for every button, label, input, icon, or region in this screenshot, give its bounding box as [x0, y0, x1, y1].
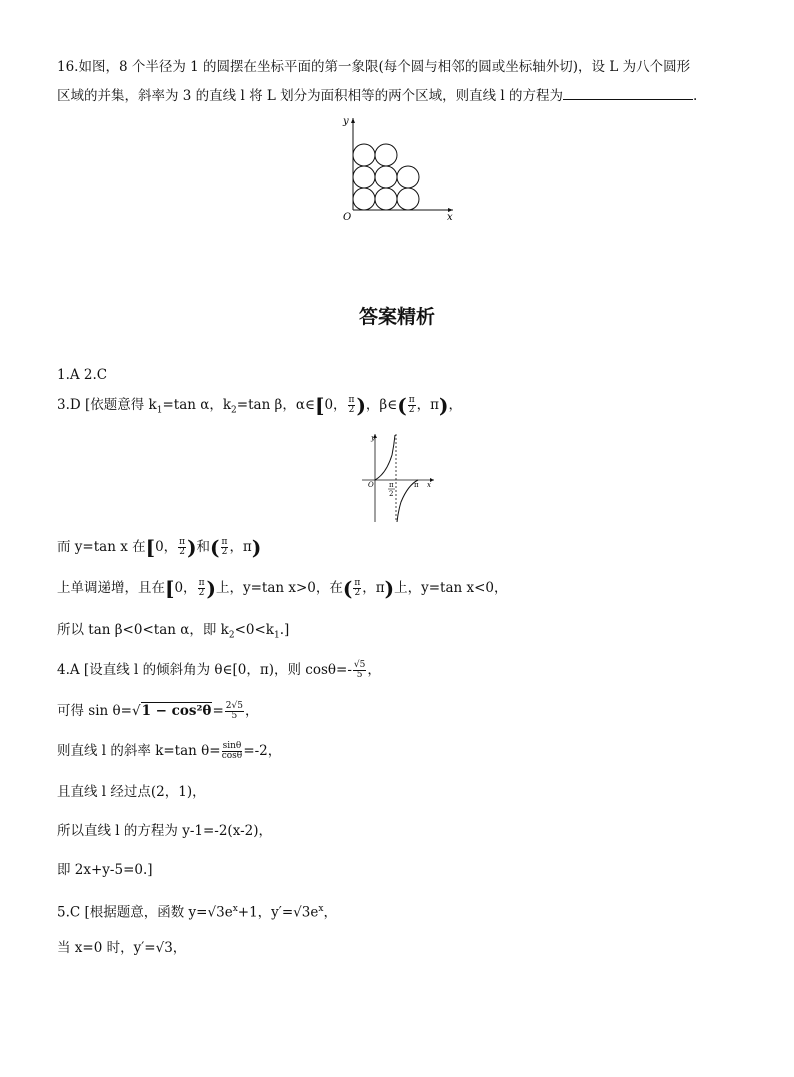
y-axis-label: y: [343, 116, 349, 127]
period: .: [693, 88, 698, 104]
answer-4-line-4: 且直线 l 经过点(2，1)，: [57, 784, 206, 800]
circle: [375, 188, 397, 210]
circle: [397, 188, 419, 210]
answer-3-line: 3.D [依题意得 $k_1=\tan$ α，$k_2=\tan$ β，α∈[0， $\frac{\pi}{2}$ )，β∈( $\frac{\pi}{2}$ ，π)，: [57, 393, 462, 418]
answer-5-line-1: 5.C [根据题意，函数 $y=√3e^x+1$，$y'=√3e^x$，: [57, 904, 337, 921]
tan-graph-figure: [358, 430, 440, 525]
circles-figure: [335, 112, 460, 224]
circle: [353, 188, 375, 210]
circle: [375, 144, 397, 166]
pi-half-num: π: [389, 481, 394, 489]
problem-16-line-2-text: 区域的并集，斜率为 3 的直线 l 将 L 划分为面积相等的两个区域，则直线 l 的方程为: [57, 88, 564, 104]
pi-tick-label: π: [414, 481, 419, 489]
x-axis-label: x: [447, 212, 453, 223]
pi-half-den: 2: [389, 490, 394, 498]
y-axis-label: y: [371, 434, 375, 442]
x-axis-label: x: [427, 481, 431, 489]
answer-blank: [563, 85, 693, 100]
circle: [353, 144, 375, 166]
answer-4-line-3: 则直线 l 的斜率 k=tan θ= $\frac{\sin\theta}{\cos\theta}$ =-2，: [57, 741, 282, 761]
problem-16-line-1: 16.如图，8 个半径为 1 的圆摆在坐标平面的第一象限(每个圆与相邻的圆或坐标轴外切)，设 L 为八个圆形: [57, 59, 691, 75]
answer-4-line-1: 4.A [设直线 l 的倾斜角为 θ∈[0，π)，则 cosθ=- $\frac{√5}{5}$ ，: [57, 660, 381, 680]
circle: [353, 166, 375, 188]
answer-4-line-2: 可得 sin θ=√1 − cos²θ= $\frac{2√5}{5}$ ，: [57, 701, 259, 721]
answer-3-tan-line: 而 y=tan x 在[0， $\frac{\pi}{2}$ )和( $\frac{\pi}{2}$ ，π): [57, 535, 262, 560]
answer-5-line-2: 当 x=0 时，y′=√3，: [57, 940, 187, 956]
problem-16-line-2: [57, 85, 697, 106]
answer-3-monotonic-line: 上单调递增，且在[0， $\frac{\pi}{2}$ )上，y=tan x>0，在( $\frac{\pi}{2}$ ，π)上，y=tan x<0，: [57, 576, 508, 601]
circle: [375, 166, 397, 188]
answer-4-line-6: 即 2x+y-5=0.]: [57, 862, 153, 878]
answers-1-2: 1.A 2.C: [57, 367, 108, 383]
answers-heading: 答案精析: [358, 306, 435, 328]
circle: [397, 166, 419, 188]
answer-4-line-5: 所以直线 l 的方程为 y-1=-2(x-2)，: [57, 823, 272, 839]
answer-3-conclusion: 所以 tan β<0<tan α，即 $k_2<0<k_1$.]: [57, 622, 290, 641]
origin-label: O: [343, 212, 352, 223]
origin-label: O: [368, 481, 374, 489]
